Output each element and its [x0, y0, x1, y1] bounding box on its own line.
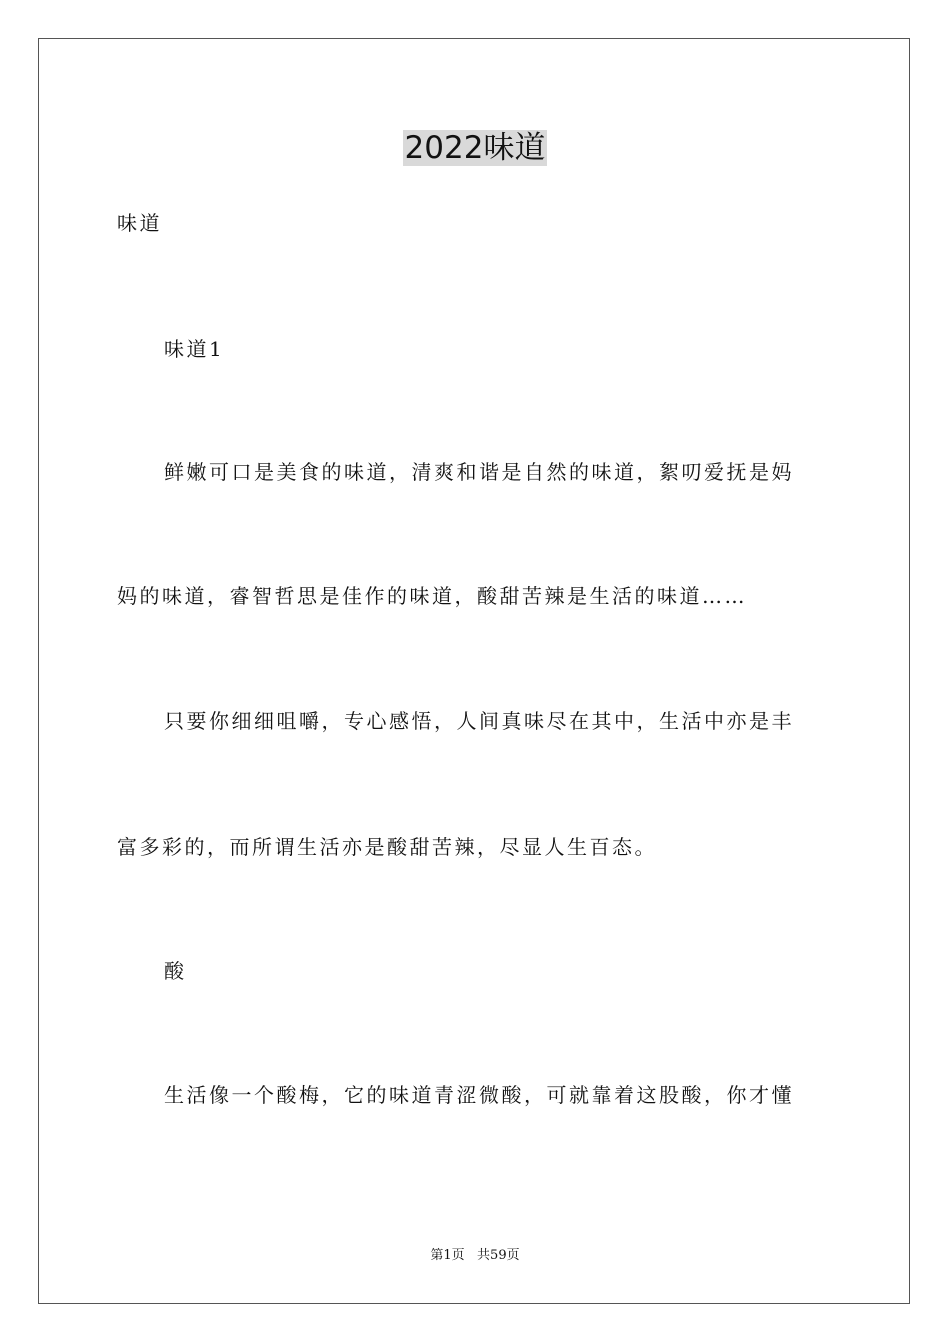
paragraph-line: 鲜嫩可口是美食的味道，清爽和谐是自然的味道，絮叨爱抚是妈	[164, 460, 794, 484]
paragraph-line: 富多彩的，而所谓生活亦是酸甜苦辣，尽显人生百态。	[117, 835, 657, 859]
subsection-heading: 酸	[164, 959, 187, 983]
paragraph-line: 只要你细细咀嚼，专心感悟，人间真味尽在其中，生活中亦是丰	[164, 709, 794, 733]
page-border	[38, 38, 910, 1304]
page-footer: 第1页 共59页	[430, 1248, 520, 1263]
document-title	[0, 126, 950, 170]
section-heading: 味道	[117, 211, 162, 235]
article-heading: 味道1	[164, 337, 225, 361]
document-title-text: 2022味道	[404, 130, 546, 166]
paragraph-line: 妈的味道，睿智哲思是佳作的味道，酸甜苦辣是生活的味道……	[117, 584, 747, 608]
paragraph-line: 生活像一个酸梅，它的味道青涩微酸，可就靠着这股酸，你才懂	[164, 1083, 794, 1107]
